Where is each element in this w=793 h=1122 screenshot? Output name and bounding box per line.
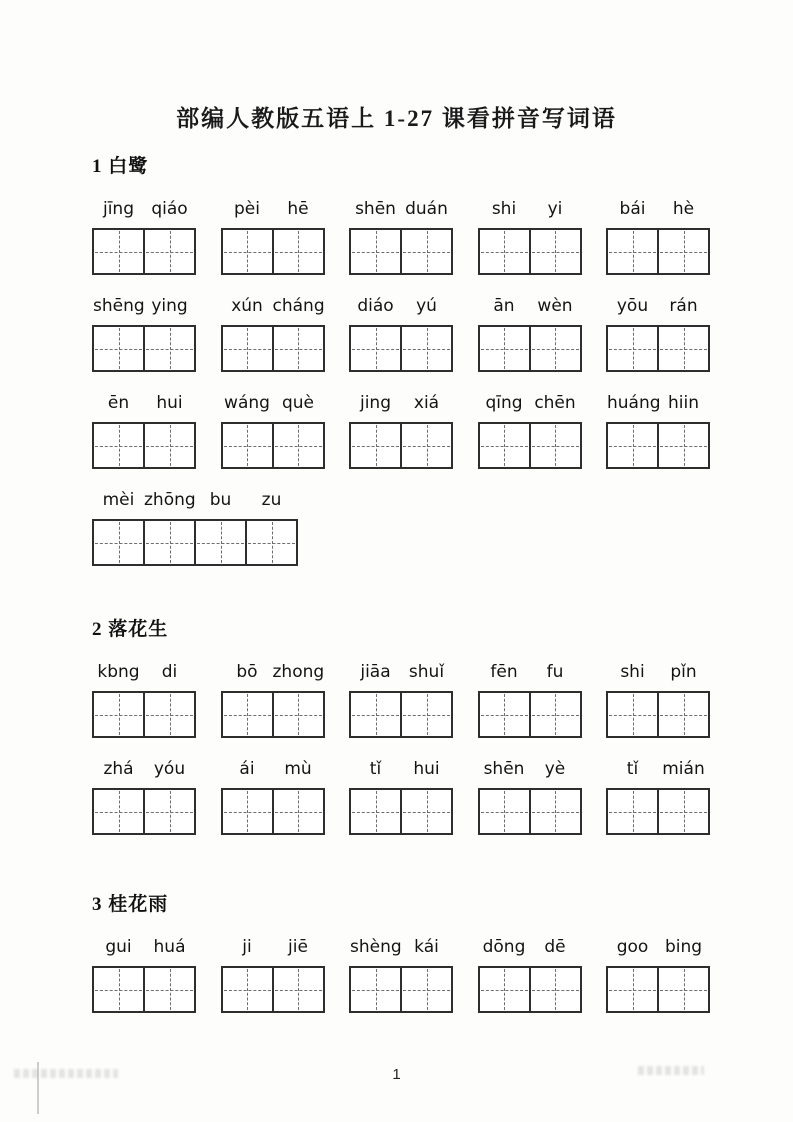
word-item [221,937,325,1013]
writing-box [92,228,196,275]
word-item [92,199,196,275]
writing-box [221,966,325,1013]
pinyin-syllable: yú [416,296,437,316]
word-row [92,662,710,738]
pinyin-syllable: xún [231,296,263,316]
writing-cell [400,790,451,833]
word-item [349,393,453,469]
pinyin-syllable: fēn [490,662,518,682]
writing-cell [223,327,272,370]
word-row [92,393,710,469]
word-item [349,199,453,275]
faint-watermark-left [14,1069,118,1078]
pinyin-label [93,393,195,413]
word-item [478,296,582,372]
writing-cell [608,230,657,273]
writing-box [349,788,453,835]
worksheet-content [92,151,710,1013]
writing-cell [529,327,580,370]
pinyin-syllable: kbng [97,662,140,682]
writing-cell [143,968,194,1011]
writing-box [606,966,710,1013]
pinyin-syllable: shèng [350,937,402,957]
writing-cell [194,521,245,564]
writing-cell [480,424,529,467]
section [92,151,710,566]
writing-cell [351,327,400,370]
writing-cell [608,327,657,370]
section [92,614,710,835]
pinyin-syllable: bing [664,937,703,957]
pinyin-label [479,662,581,682]
word-item [606,759,710,835]
writing-cell [351,968,400,1011]
writing-box [478,422,582,469]
writing-box [92,966,196,1013]
pinyin-label [93,490,297,510]
writing-cell [657,790,708,833]
pinyin-syllable: huáng [607,393,661,413]
word-item [221,199,325,275]
pinyin-syllable: qīng [485,393,523,413]
writing-box [92,422,196,469]
writing-box [92,519,298,566]
section-heading: 3 桂花雨 [92,894,169,915]
pinyin-syllable: hiin [668,393,699,413]
pinyin-syllable: mèi [102,490,135,510]
pinyin-label [93,937,195,957]
pinyin-syllable: tǐ [626,759,639,779]
pinyin-label [479,393,581,413]
word-item [221,662,325,738]
page-number: 1 [392,1066,401,1083]
pinyin-syllable: ān [493,296,515,316]
writing-cell [143,521,194,564]
writing-cell [94,790,143,833]
writing-cell [657,230,708,273]
word-item [92,759,196,835]
pinyin-label [222,296,324,316]
pinyin-label [607,393,709,413]
writing-cell [400,230,451,273]
writing-cell [480,693,529,736]
pinyin-syllable: ēn [107,393,130,413]
writing-cell [272,424,323,467]
pinyin-label [93,759,195,779]
word-item [606,393,710,469]
pinyin-syllable: yè [544,759,566,779]
pinyin-label [222,759,324,779]
pinyin-label [93,199,195,219]
writing-cell [400,968,451,1011]
writing-cell [529,790,580,833]
word-item [478,937,582,1013]
pinyin-label [350,199,452,219]
word-row [92,937,710,1013]
pinyin-syllable: shēn [355,199,396,219]
writing-box [221,325,325,372]
word-item [606,937,710,1013]
word-item [92,393,196,469]
pinyin-syllable: huá [153,937,186,957]
writing-cell [529,230,580,273]
writing-cell [94,424,143,467]
writing-box [606,228,710,275]
word-item [349,662,453,738]
writing-cell [223,693,272,736]
writing-cell [608,968,657,1011]
pinyin-syllable: bái [619,199,646,219]
writing-box [92,691,196,738]
writing-box [606,325,710,372]
writing-cell [480,230,529,273]
pinyin-syllable: dē [544,937,566,957]
writing-box [606,422,710,469]
writing-cell [272,790,323,833]
writing-box [221,228,325,275]
writing-cell [400,327,451,370]
pinyin-label [222,393,324,413]
pinyin-syllable: cháng [272,296,325,316]
pinyin-syllable: zhong [272,662,325,682]
writing-cell [94,968,143,1011]
writing-box [478,325,582,372]
pinyin-syllable: jiāa [360,662,391,682]
pinyin-label [479,937,581,957]
writing-box [606,691,710,738]
writing-cell [272,230,323,273]
pinyin-syllable: yi [547,199,563,219]
faint-watermark-right [638,1066,704,1075]
word-row [92,199,710,275]
writing-box [349,228,453,275]
pinyin-syllable: yóu [153,759,186,779]
pinyin-syllable: shēng [93,296,145,316]
pinyin-label [350,662,452,682]
writing-cell [223,790,272,833]
pinyin-label [350,937,452,957]
writing-cell [657,968,708,1011]
writing-cell [657,327,708,370]
writing-cell [143,693,194,736]
writing-cell [94,230,143,273]
writing-cell [143,230,194,273]
pinyin-syllable: bu [209,490,232,510]
pinyin-syllable: jīng [102,199,134,219]
pinyin-syllable: què [281,393,315,413]
writing-cell [608,790,657,833]
pinyin-syllable: shēn [483,759,525,779]
pinyin-syllable: hē [287,199,309,219]
writing-box [92,325,196,372]
pinyin-syllable: ji [242,937,252,957]
pinyin-syllable: fu [546,662,564,682]
writing-box [478,228,582,275]
writing-cell [657,424,708,467]
pinyin-syllable: ying [151,296,188,316]
pinyin-syllable: jing [359,393,391,413]
pinyin-syllable: mián [662,759,705,779]
word-item [221,296,325,372]
writing-box [478,966,582,1013]
pinyin-syllable: jiē [288,937,308,957]
pinyin-syllable: hè [672,199,695,219]
pinyin-syllable: qiáo [151,199,188,219]
writing-cell [480,327,529,370]
writing-box [349,325,453,372]
writing-cell [608,424,657,467]
writing-box [92,788,196,835]
pinyin-syllable: xiá [413,393,440,413]
writing-cell [529,968,580,1011]
pinyin-label [350,759,452,779]
writing-cell [272,327,323,370]
pinyin-label [607,199,709,219]
pinyin-label [222,662,324,682]
pinyin-syllable: pǐn [670,662,697,682]
writing-box [606,788,710,835]
writing-box [349,966,453,1013]
pinyin-syllable: ái [239,759,255,779]
pinyin-label [607,662,709,682]
section-heading: 2 落花生 [92,619,169,640]
pinyin-label [93,296,195,316]
pinyin-syllable: goo [616,937,649,957]
pinyin-label [479,296,581,316]
pinyin-syllable: rán [669,296,698,316]
pinyin-syllable: di [161,662,178,682]
pinyin-syllable: zhōng [144,490,196,510]
section-heading: 1 白鹭 [92,156,149,177]
pinyin-syllable: mù [284,759,312,779]
word-item [478,759,582,835]
pinyin-syllable: wáng [224,393,270,413]
pinyin-label [607,937,709,957]
pinyin-syllable: shuǐ [408,662,445,682]
word-item [221,759,325,835]
pinyin-syllable: pèi [234,199,260,219]
word-item [478,393,582,469]
writing-cell [94,327,143,370]
pinyin-syllable: kái [414,937,439,957]
word-item [92,662,196,738]
writing-cell [657,693,708,736]
writing-cell [94,521,143,564]
writing-cell [480,790,529,833]
writing-cell [143,424,194,467]
pinyin-label [607,296,709,316]
writing-cell [400,424,451,467]
pinyin-label [93,662,195,682]
writing-box [349,422,453,469]
word-row [92,759,710,835]
writing-box [221,788,325,835]
pinyin-syllable: chēn [534,393,576,413]
pinyin-syllable: duán [405,199,448,219]
pinyin-label [222,937,324,957]
writing-cell [608,693,657,736]
writing-cell [272,968,323,1011]
writing-cell [529,693,580,736]
word-item [606,296,710,372]
pinyin-syllable: yōu [616,296,649,316]
writing-cell [223,968,272,1011]
word-item [92,490,298,566]
pinyin-label [350,393,452,413]
word-item [92,296,196,372]
word-item [349,296,453,372]
word-item [478,662,582,738]
writing-cell [223,230,272,273]
writing-cell [143,327,194,370]
writing-cell [223,424,272,467]
writing-box [349,691,453,738]
pinyin-syllable: shi [491,199,517,219]
pinyin-syllable: diáo [357,296,394,316]
pinyin-label [222,199,324,219]
writing-cell [480,968,529,1011]
writing-box [221,691,325,738]
writing-cell [143,790,194,833]
word-row [92,296,710,372]
pinyin-syllable: hui [156,393,183,413]
word-item [349,759,453,835]
writing-cell [529,424,580,467]
section [92,889,710,1013]
writing-cell [351,230,400,273]
word-item [349,937,453,1013]
writing-box [478,788,582,835]
word-row [92,490,710,566]
word-item [478,199,582,275]
word-item [606,662,710,738]
pinyin-syllable: zu [261,490,282,510]
pinyin-syllable: zhá [103,759,134,779]
pinyin-syllable: hui [413,759,440,779]
pinyin-label [479,759,581,779]
pinyin-label [350,296,452,316]
pinyin-syllable: tǐ [369,759,382,779]
writing-cell [351,424,400,467]
pinyin-syllable: wèn [537,296,573,316]
pinyin-syllable: dōng [482,937,526,957]
scan-edge-artifact [37,1062,39,1114]
page-title: 部编人教版五语上 1-27 课看拼音写词语 [176,106,617,131]
writing-cell [351,790,400,833]
pinyin-label [607,759,709,779]
word-item [221,393,325,469]
writing-cell [94,693,143,736]
writing-cell [272,693,323,736]
writing-cell [400,693,451,736]
word-item [606,199,710,275]
writing-box [221,422,325,469]
pinyin-syllable: shi [620,662,645,682]
pinyin-label [479,199,581,219]
pinyin-syllable: gui [105,937,132,957]
writing-cell [245,521,296,564]
writing-cell [351,693,400,736]
pinyin-syllable: bō [236,662,258,682]
writing-box [478,691,582,738]
word-item [92,937,196,1013]
